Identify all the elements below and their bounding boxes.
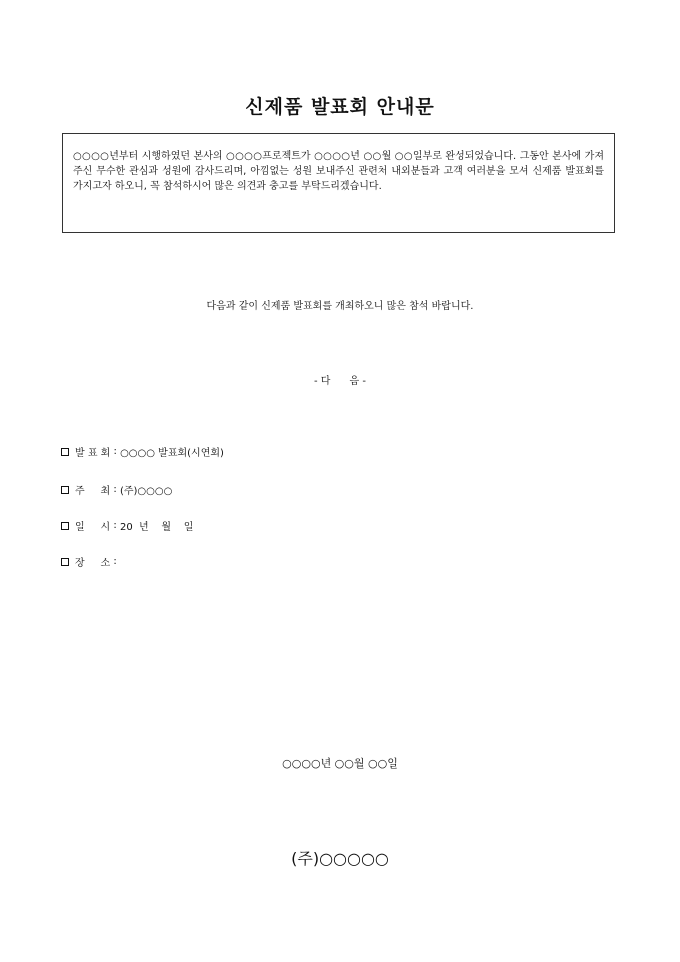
invite-sentence: 다음과 같이 신제품 발표회를 개최하오니 많은 참석 바랍니다. <box>206 301 474 312</box>
detail-separator: : <box>110 446 121 457</box>
document-title: 신제품 발표회 안내문 <box>245 96 435 118</box>
date-line: ○○○○년 ○○월 ○○일 <box>282 757 398 770</box>
detail-separator: : <box>110 484 120 495</box>
detail-separator: : <box>110 520 120 531</box>
detail-value: (주)○○○○ <box>119 486 173 497</box>
detail-value: ○○○○ 발표회(시연회) <box>120 448 224 459</box>
detail-label: 일 시 <box>75 522 111 533</box>
intro-box <box>62 133 615 233</box>
square-bullet-icon <box>61 522 69 530</box>
detail-label: 발 표 회 <box>75 448 111 459</box>
detail-row-datetime <box>61 518 193 533</box>
detail-label: 장 소 <box>75 558 111 569</box>
notice-heading: - 다 음 - <box>314 376 366 387</box>
square-bullet-icon <box>61 448 69 456</box>
detail-value: 20 년 월 일 <box>119 522 194 533</box>
square-bullet-icon <box>61 486 69 494</box>
detail-label: 주 최 <box>75 486 111 497</box>
detail-row-host <box>61 482 172 497</box>
square-bullet-icon <box>61 558 69 566</box>
detail-row-presentation <box>61 444 224 459</box>
detail-separator: : <box>110 556 120 567</box>
intro-paragraph: ○○○○년부터 시행하였던 본사의 ○○○○프로젝트가 ○○○○년 ○○월 ○○일부로 완성되었습니다. 그동안 본사에 가져주신 무수한 관심과 성원에 감사드리며, 아낌없는 성원 보내주신 관련처 내외분들과 고객 여러분을 모셔 신제품 발표회를 가지고자 하오니, 꼭 참석하시어 많은 의견과 충고를 부탁드리겠습니다. <box>73 151 604 192</box>
issuer-name: (주)○○○○○ <box>291 849 389 868</box>
detail-row-venue <box>61 554 120 569</box>
